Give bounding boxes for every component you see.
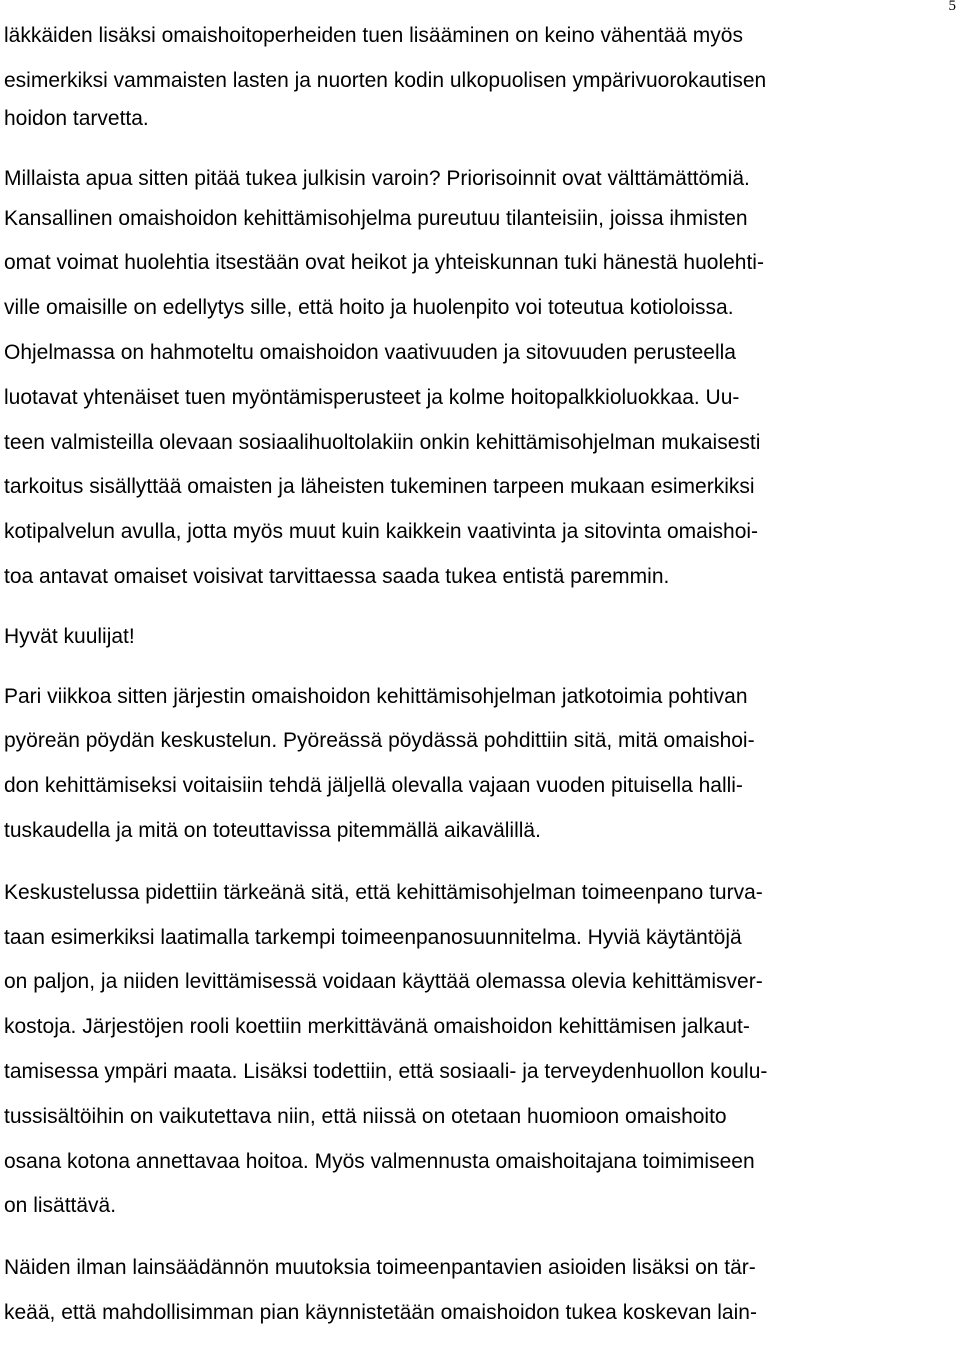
text-line: ville omaisille on edellytys sille, että hoito ja huolenpito voi toteutua kotioloissa. [4, 296, 734, 320]
page-number: 5 [948, 0, 956, 14]
text-line: taan esimerkiksi laatimalla tarkempi toimeenpanosuunnitelma. Hyviä käytäntöjä [4, 925, 742, 949]
text-line: läkkäiden lisäksi omaishoitoperheiden tuen lisääminen on keino vähentää myös [4, 24, 743, 47]
paragraph-spacer [4, 1229, 954, 1246]
text-line: pyöreän pöydän keskustelun. Pyöreässä pöydässä pohdittiin sitä, mitä omaishoi- [4, 729, 755, 753]
paragraph-spacer [4, 660, 954, 675]
text-line: tamisessa ympäri maata. Lisäksi todettiin, että sosiaali- ja terveydenhuollon koulu- [4, 1059, 768, 1083]
text-line: tuskaudella ja mitä on toteuttavissa pitemmällä aikavälillä. [4, 818, 541, 842]
text-line: kostoja. Järjestöjen rooli koettiin merkittävänä omaishoidon kehittämisen jalkaut- [4, 1015, 750, 1039]
paragraph-2 [4, 615, 954, 660]
heading-line: Hyvät kuulijat! [4, 624, 135, 648]
text-line: keää, että mahdollisimman pian käynnistetään omaishoidon tukea koskevan lain- [4, 1300, 757, 1324]
text-line: tussisältöihin on vaikutettava niin, että niissä on otetaan huomioon omaishoito [4, 1104, 727, 1128]
text-line: tarkoitus sisällyttää omaisten ja läheisten tukeminen tarpeen mukaan esimerkiksi [4, 475, 755, 499]
text-line: Keskustelussa pidettiin tärkeänä sitä, että kehittämisohjelman toimeenpano turva- [4, 880, 763, 904]
text-line: on lisättävä. [4, 1194, 117, 1218]
text-line: hoidon tarvetta. [4, 106, 149, 130]
text-line: luotavat yhtenäiset tuen myöntämisperusteet ja kolme hoitopalkkioluokkaa. Uu- [4, 385, 740, 409]
text-line: Kansallinen omaishoidon kehittämisohjelma pureutuu tilanteisiin, joissa ihmisten [4, 206, 748, 230]
paragraph-4 [4, 871, 954, 1229]
text-line: omat voimat huolehtia itsestään ovat heikot ja yhteiskunnan tuki hänestä huolehti- [4, 251, 764, 275]
text-line: toa antavat omaiset voisivat tarvittaessa saada tukea entistä paremmin. [4, 564, 670, 588]
text-line: esimerkiksi vammaisten lasten ja nuorten kodin ulkopuolisen ympärivuorokautisen [4, 68, 767, 92]
document-body [4, 14, 954, 1336]
text-line: teen valmisteilla olevaan sosiaalihuoltolakiin onkin kehittämisohjelman mukaisesti [4, 430, 761, 454]
paragraph-1 [4, 14, 954, 600]
paragraph-3 [4, 675, 954, 854]
paragraph-spacer [4, 600, 954, 615]
text-line: don kehittämiseksi voitaisiin tehdä jäljellä olevalla vajaan vuoden pituisella halli- [4, 774, 743, 798]
text-line: osana kotona annettavaa hoitoa. Myös valmennusta omaishoitajana toimimiseen [4, 1149, 755, 1173]
text-line: kotipalvelun avulla, jotta myös muut kuin kaikkein vaativinta ja sitovinta omaishoi- [4, 520, 759, 544]
paragraph-5 [4, 1246, 954, 1336]
text-line: on paljon, ja niiden levittämisessä voidaan käyttää olemassa olevia kehittämisver- [4, 970, 763, 994]
text-line: Näiden ilman lainsäädännön muutoksia toimeenpantavien asioiden lisäksi on tär- [4, 1256, 756, 1280]
text-line: Ohjelmassa on hahmoteltu omaishoidon vaativuuden ja sitovuuden perusteella [4, 340, 736, 364]
text-line: Pari viikkoa sitten järjestin omaishoidon kehittämisohjelman jatkotoimia pohtivan [4, 684, 748, 708]
paragraph-spacer [4, 854, 954, 871]
text-line: Millaista apua sitten pitää tukea julkisin varoin? Priorisoinnit ovat välttämättömiä. [4, 166, 750, 190]
